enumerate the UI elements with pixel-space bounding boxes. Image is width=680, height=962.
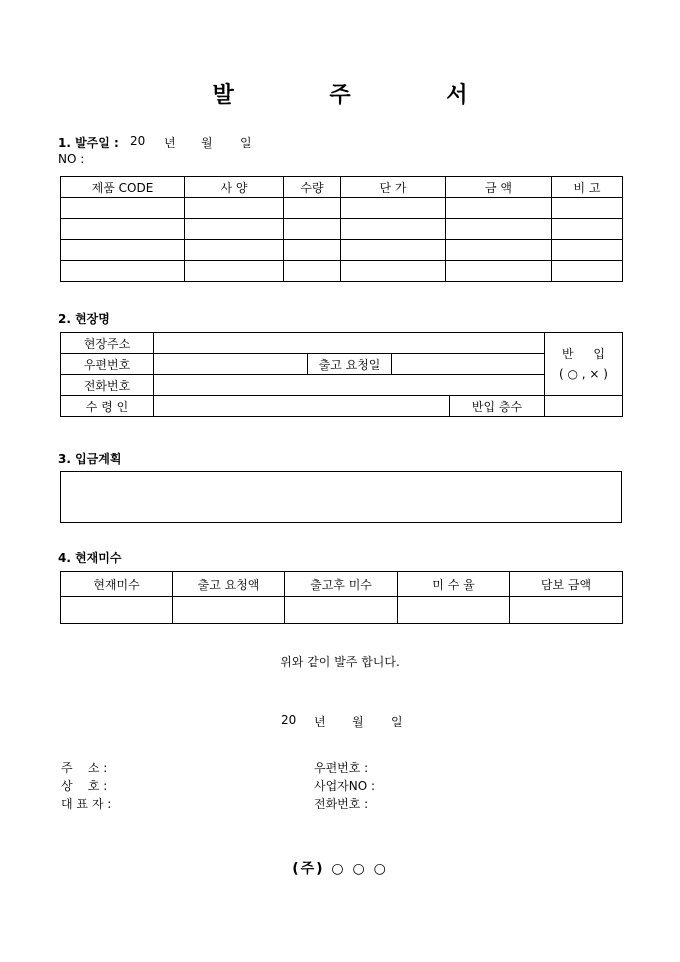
- order-no-label: NO :: [58, 152, 85, 166]
- site-address-field[interactable]: [154, 333, 545, 354]
- site-name-label: 2. 현장명: [58, 312, 110, 326]
- payment-plan-label: 3. 입금계획: [58, 452, 122, 466]
- table-cell[interactable]: [61, 198, 185, 219]
- table-cell[interactable]: [61, 240, 185, 261]
- table-cell[interactable]: [185, 240, 284, 261]
- sign-date-day-unit: 일: [391, 715, 403, 729]
- table-row: [61, 261, 623, 282]
- table-cell[interactable]: [61, 219, 185, 240]
- sign-date-month-unit: 월: [352, 715, 364, 729]
- current-receivable-label: 4. 현재미수: [58, 551, 122, 565]
- delivery-floor-label: 반입 층수: [450, 396, 545, 417]
- table-cell[interactable]: [173, 597, 285, 624]
- table-cell[interactable]: [446, 219, 552, 240]
- order-date-year-unit: 년: [164, 136, 176, 150]
- col-header-amount: 금 액: [446, 177, 552, 198]
- table-row: [61, 240, 623, 261]
- recipient-label: 수 령 인: [61, 396, 154, 417]
- table-row: [61, 219, 623, 240]
- table-cell[interactable]: [446, 198, 552, 219]
- order-items-table: [60, 176, 623, 282]
- table-row: [61, 198, 623, 219]
- table-cell[interactable]: [284, 261, 341, 282]
- table-cell[interactable]: [341, 219, 446, 240]
- col-header-quantity: 수량: [284, 177, 341, 198]
- table-cell[interactable]: [341, 240, 446, 261]
- sig-phone-label: 전화번호 :: [314, 797, 369, 811]
- table-cell[interactable]: [185, 219, 284, 240]
- table-cell[interactable]: [446, 240, 552, 261]
- table-cell[interactable]: [341, 261, 446, 282]
- delivery-floor-field[interactable]: [545, 396, 623, 417]
- delivery-cell: [545, 333, 623, 396]
- col-header-release-request-amount: 출고 요청액: [173, 572, 285, 597]
- document-title: 발 주 서: [212, 82, 512, 108]
- phone-label: 전화번호: [61, 375, 154, 396]
- sign-date-year-unit: 년: [314, 715, 326, 729]
- order-date-year[interactable]: 20: [130, 134, 146, 148]
- col-header-product-code: 제품 CODE: [61, 177, 185, 198]
- receivables-table: [60, 571, 623, 624]
- col-header-unit-price: 단 가: [341, 177, 446, 198]
- table-cell[interactable]: [284, 219, 341, 240]
- site-info-table: [60, 332, 623, 417]
- table-cell[interactable]: [552, 219, 623, 240]
- phone-field[interactable]: [154, 375, 545, 396]
- payment-plan-box[interactable]: [60, 471, 622, 523]
- release-request-date-label: 출고 요청일: [308, 354, 392, 375]
- table-cell[interactable]: [185, 198, 284, 219]
- table-cell[interactable]: [185, 261, 284, 282]
- table-cell[interactable]: [284, 198, 341, 219]
- sig-bizno-label: 사업자NO :: [314, 779, 376, 793]
- col-header-note: 비 고: [552, 177, 623, 198]
- order-date-label: 1. 발주일 :: [58, 136, 119, 150]
- order-date-month-unit: 월: [201, 136, 213, 150]
- table-cell[interactable]: [398, 597, 510, 624]
- postal-code-label: 우편번호: [61, 354, 154, 375]
- order-statement: 위와 같이 발주 합니다.: [280, 655, 400, 669]
- col-header-collateral-amount: 담보 금액: [510, 572, 623, 597]
- company-name: (주) ○ ○ ○: [292, 861, 388, 877]
- table-cell[interactable]: [284, 240, 341, 261]
- table-cell[interactable]: [61, 597, 173, 624]
- release-request-date-field[interactable]: [392, 354, 545, 375]
- table-cell[interactable]: [552, 240, 623, 261]
- sig-address-label: 주 소 :: [61, 761, 108, 775]
- sig-postal-label: 우편번호 :: [314, 761, 369, 775]
- table-cell[interactable]: [341, 198, 446, 219]
- table-cell[interactable]: [510, 597, 623, 624]
- delivery-options[interactable]: ( ○ , × ): [559, 367, 608, 381]
- col-header-receivable-rate: 미 수 율: [398, 572, 510, 597]
- delivery-label: 반 입: [562, 347, 613, 361]
- sig-company-label: 상 호 :: [61, 779, 108, 793]
- order-date-day-unit: 일: [240, 136, 252, 150]
- postal-code-field[interactable]: [154, 354, 308, 375]
- table-cell[interactable]: [552, 198, 623, 219]
- table-cell[interactable]: [446, 261, 552, 282]
- sign-date-year[interactable]: 20: [281, 713, 297, 727]
- col-header-post-release-receivable: 출고후 미수: [285, 572, 398, 597]
- table-header-row: [61, 177, 623, 198]
- table-cell[interactable]: [61, 261, 185, 282]
- recipient-field[interactable]: [154, 396, 450, 417]
- table-cell[interactable]: [552, 261, 623, 282]
- table-cell[interactable]: [285, 597, 398, 624]
- sig-ceo-label: 대 표 자 :: [61, 797, 112, 811]
- site-address-label: 현장주소: [61, 333, 154, 354]
- col-header-spec: 사 양: [185, 177, 284, 198]
- col-header-current-receivable: 현재미수: [61, 572, 173, 597]
